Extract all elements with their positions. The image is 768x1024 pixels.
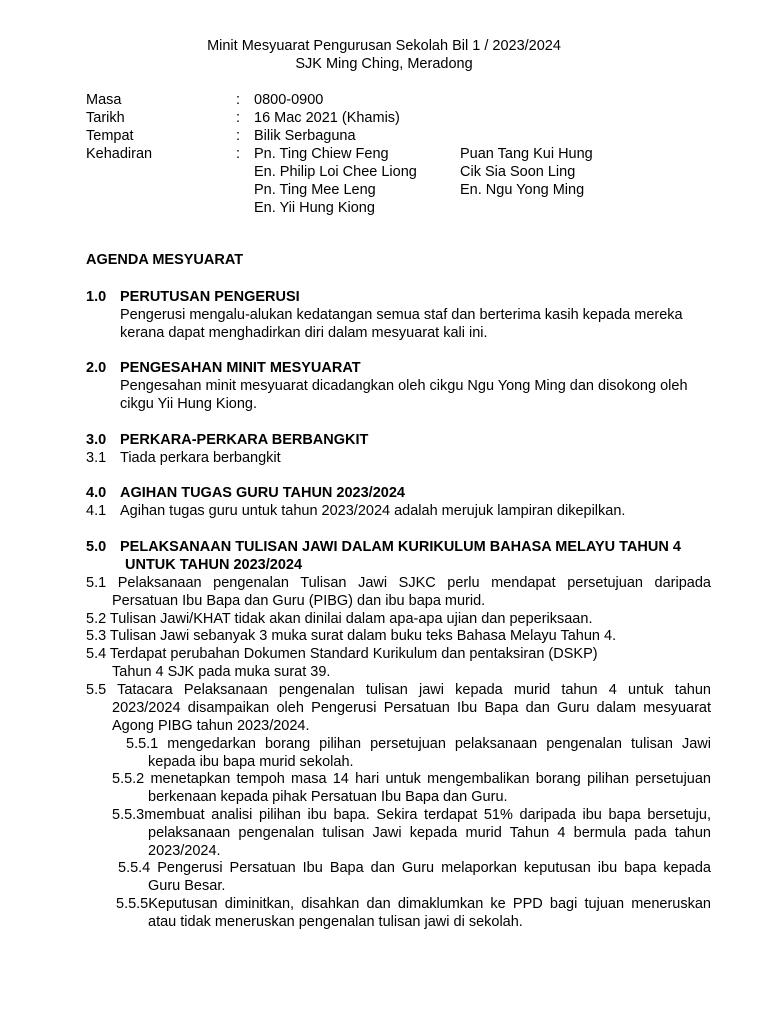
tarikh-label: Tarikh (86, 110, 125, 126)
section-5-heading: UNTUK TAHUN 2023/2024 (125, 557, 303, 573)
paragraph-5-4: Tahun 4 SJK pada muka surat 39. (112, 664, 331, 680)
document-title: Minit Mesyuarat Pengurusan Sekolah Bil 1 / 2023/2024 (207, 38, 561, 54)
section-1-text: kerana dapat menghadirkan diri dalam mesyuarat kali ini. (120, 325, 488, 341)
section-3-item-text: Tiada perkara berbangkit (120, 450, 281, 466)
attendee: En. Philip Loi Chee Liong (254, 164, 417, 180)
section-4-number: 4.0 (86, 485, 107, 501)
paragraph-5-5-2: berkenaan kepada pihak Persatuan Ibu Bapa dan Guru. (148, 789, 508, 805)
attendee: Pn. Ting Chiew Feng (254, 146, 389, 162)
attendee: En. Ngu Yong Ming (460, 182, 585, 198)
section-5-heading: PELAKSANAAN TULISAN JAWI DALAM KURIKULUM BAHASA MELAYU TAHUN 4 (120, 539, 681, 555)
paragraph-5-5-4: Guru Besar. (148, 878, 226, 894)
section-2-text: cikgu Yii Hung Kiong. (120, 396, 258, 412)
paragraph-5-1: Persatuan Ibu Bapa dan Guru (PIBG) dan ibu bapa murid. (112, 593, 486, 609)
section-1-heading: PERUTUSAN PENGERUSI (120, 289, 300, 305)
section-2-heading: PENGESAHAN MINIT MESYUARAT (120, 360, 361, 376)
school-name: SJK Ming Ching, Meradong (295, 56, 473, 72)
section-2-number: 2.0 (86, 360, 107, 376)
section-3-heading: PERKARA-PERKARA BERBANGKIT (120, 432, 369, 448)
paragraph-5-2: 5.2 Tulisan Jawi/KHAT tidak akan dinilai dalam apa-apa ujian dan peperiksaan. (86, 611, 593, 627)
section-2-text: Pengesahan minit mesyuarat dicadangkan oleh cikgu Ngu Yong Ming dan disokong oleh (120, 378, 688, 394)
section-5-number: 5.0 (86, 539, 107, 555)
section-3-number: 3.0 (86, 432, 107, 448)
attendee: En. Yii Hung Kiong (254, 200, 375, 216)
section-4-item-number: 4.1 (86, 503, 107, 519)
paragraph-5-4: 5.4 Terdapat perubahan Dokumen Standard Kurikulum dan pentaksiran (DSKP) (86, 646, 598, 662)
paragraph-5-5: 5.5 Tatacara Pelaksanaan pengenalan tulisan jawi kepada murid tahun 4 untuk tahun (86, 682, 711, 698)
section-1-number: 1.0 (86, 289, 107, 305)
paragraph-5-5-4: 5.5.4 Pengerusi Persatuan Ibu Bapa dan Guru melaporkan keputusan ibu bapa kepada (118, 860, 711, 876)
section-3-item-number: 3.1 (86, 450, 107, 466)
tarikh-colon: : (236, 110, 241, 126)
attendee: Puan Tang Kui Hung (460, 146, 593, 162)
section-4-item-text: Agihan tugas guru untuk tahun 2023/2024 adalah merujuk lampiran dikepilkan. (120, 503, 626, 519)
paragraph-5-1: 5.1 Pelaksanaan pengenalan Tulisan Jawi SJKC perlu mendapat persetujuan daripada (86, 575, 711, 591)
paragraph-5-5: Agong PIBG tahun 2023/2024. (112, 718, 310, 734)
masa-value: 0800-0900 (254, 92, 324, 108)
paragraph-5-5: 2023/2024 disampaikan oleh Pengerusi Persatuan Ibu Bapa dan Guru dalam mesyuarat (112, 700, 711, 716)
attendee: Cik Sia Soon Ling (460, 164, 576, 180)
kehadiran-colon: : (236, 146, 241, 162)
tempat-value: Bilik Serbaguna (254, 128, 356, 144)
masa-colon: : (236, 92, 241, 108)
paragraph-5-5-3: 5.5.3membuat analisi pilihan ibu bapa. Sekira terdapat 51% daripada ibu bapa bersetuju, (112, 807, 711, 823)
tempat-label: Tempat (86, 128, 134, 144)
section-1-text: Pengerusi mengalu-alukan kedatangan semua staf dan berterima kasih kepada mereka (120, 307, 683, 323)
tarikh-value: 16 Mac 2021 (Khamis) (254, 110, 400, 126)
paragraph-5-5-3: 2023/2024. (148, 843, 221, 859)
paragraph-5-3: 5.3 Tulisan Jawi sebanyak 3 muka surat dalam buku teks Bahasa Melayu Tahun 4. (86, 628, 617, 644)
agenda-heading: AGENDA MESYUARAT (86, 252, 244, 268)
tempat-colon: : (236, 128, 241, 144)
paragraph-5-5-2: 5.5.2 menetapkan tempoh masa 14 hari untuk mengembalikan borang pilihan persetujuan (112, 771, 711, 787)
attendee: Pn. Ting Mee Leng (254, 182, 376, 198)
kehadiran-label: Kehadiran (86, 146, 153, 162)
paragraph-5-5-5: 5.5.5Keputusan diminitkan, disahkan dan dimaklumkan ke PPD bagi tujuan meneruskan (116, 896, 711, 912)
paragraph-5-5-3: pelaksanaan pengenalan tulisan Jawi kepada murid Tahun 4 bermula pada tahun (148, 825, 711, 841)
paragraph-5-5-1: 5.5.1 mengedarkan borang pilihan persetujuan pelaksanaan pengenalan tulisan Jawi (126, 736, 711, 752)
section-4-heading: AGIHAN TUGAS GURU TAHUN 2023/2024 (120, 485, 405, 501)
paragraph-5-5-5: atau tidak meneruskan pengenalan tulisan jawi di sekolah. (148, 914, 523, 930)
masa-label: Masa (86, 92, 122, 108)
paragraph-5-5-1: kepada ibu bapa murid sekolah. (148, 754, 354, 770)
